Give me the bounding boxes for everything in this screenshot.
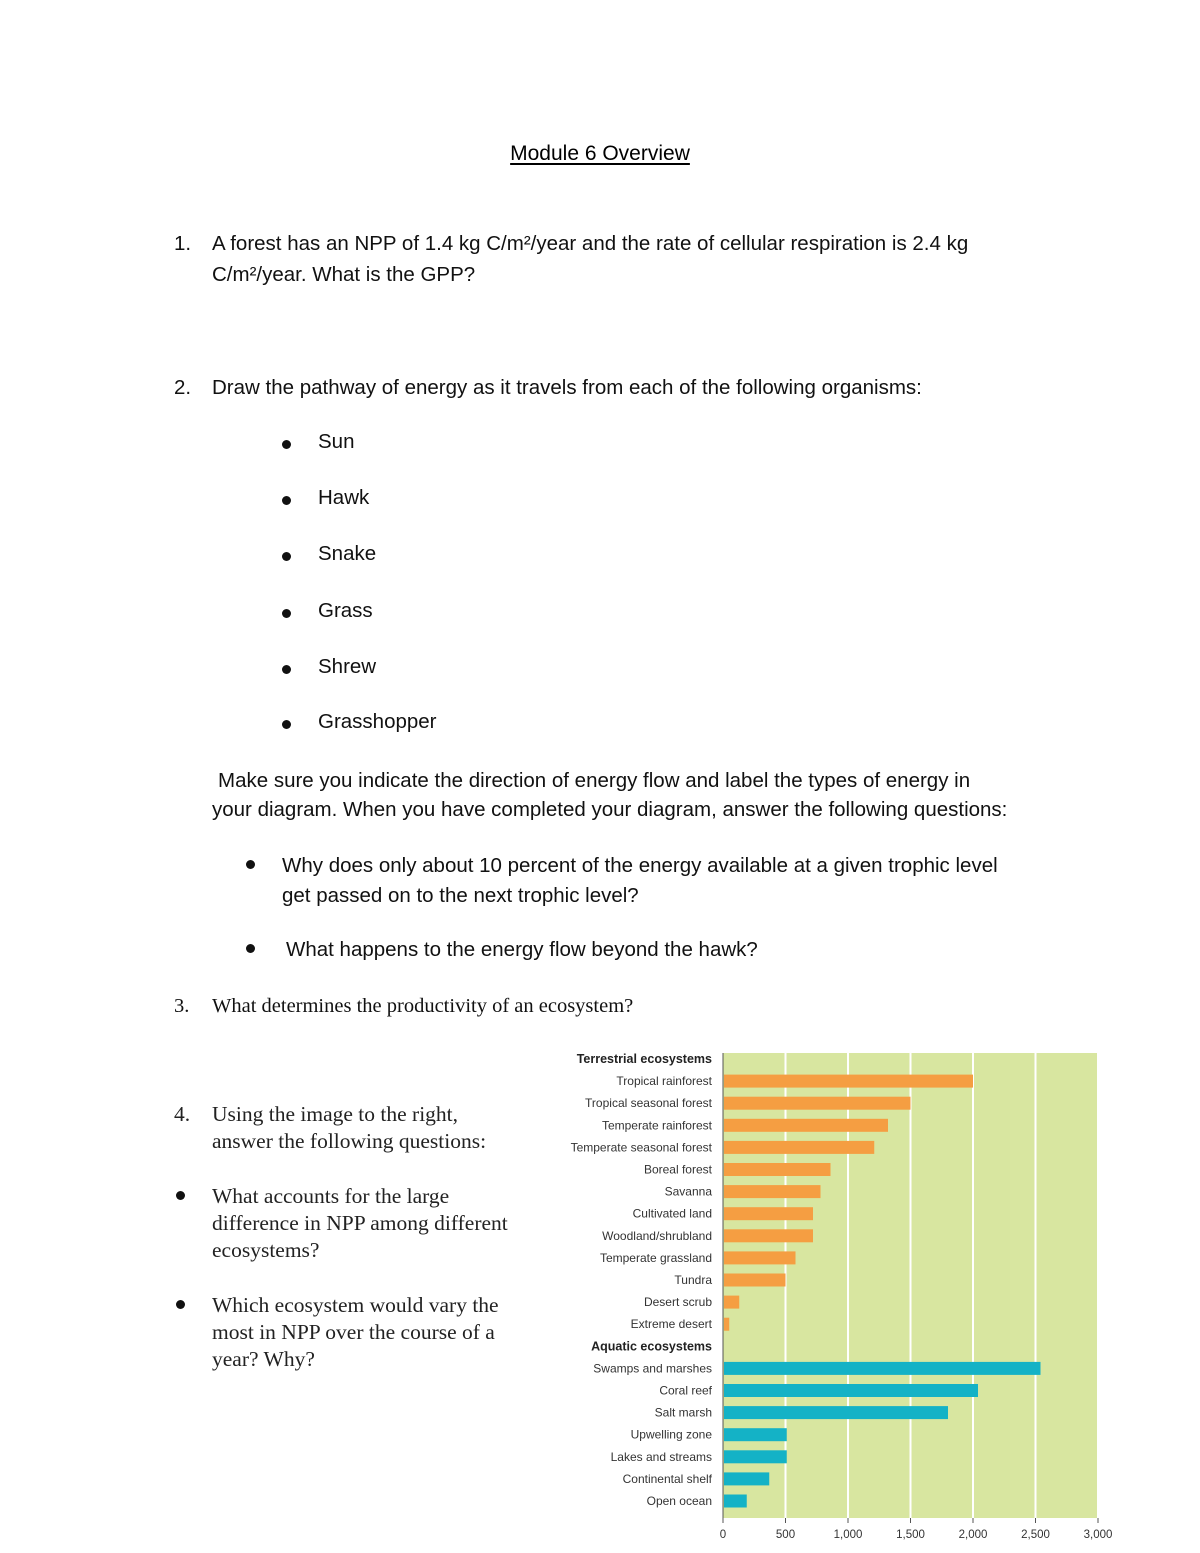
category-label: Savanna (664, 1184, 712, 1199)
organism-label: Sun (318, 430, 355, 453)
question-3-text: What determines the productivity of an ecosystem? (212, 995, 634, 1017)
sub-question-text: What happens to the energy flow beyond the hawk? (286, 938, 758, 961)
bullet-icon (282, 720, 291, 729)
bar (724, 1185, 821, 1198)
question-3 (174, 992, 874, 1024)
instruction-paragraph (212, 766, 1142, 828)
bar (724, 1362, 1041, 1375)
bar (724, 1163, 831, 1176)
question-4-number: 4. (174, 1102, 191, 1126)
bar (724, 1318, 729, 1331)
category-label: Swamps and marshes (593, 1361, 712, 1376)
page-title (0, 142, 1200, 166)
category-label: Desert scrub (643, 1295, 712, 1310)
category-label: Cultivated land (632, 1206, 712, 1221)
question-2-text: Draw the pathway of energy as it travels from each of the following organisms: (212, 376, 922, 399)
bar (724, 1495, 747, 1508)
question-1-line-2: C/m²/year. What is the GPP? (212, 263, 476, 286)
bar (724, 1450, 787, 1463)
sub-question (246, 935, 1146, 967)
category-label: Extreme desert (630, 1317, 712, 1332)
sub-question-line-2: get passed on to the next trophic level? (282, 884, 639, 907)
bullet-icon (282, 665, 291, 674)
x-tick-label: 0 (719, 1529, 727, 1541)
bar (724, 1207, 813, 1220)
sub-question (174, 1183, 554, 1269)
bar (724, 1296, 739, 1309)
bullet-icon (246, 860, 255, 869)
sub-question-line-3: year? Why? (212, 1347, 315, 1371)
sub-question-line-3: ecosystems? (212, 1238, 320, 1262)
x-tick-label: 1,000 (833, 1529, 863, 1541)
bar (724, 1141, 874, 1154)
category-label: Woodland/shrubland (602, 1228, 712, 1243)
npp-bar-chart (555, 1045, 1125, 1553)
category-label: Temperate grassland (599, 1250, 712, 1265)
sub-question-line-1: Why does only about 10 percent of the energy available at a given trophic level (282, 854, 998, 877)
bar (724, 1119, 888, 1132)
category-label: Tropical seasonal forest (585, 1096, 712, 1111)
sub-question-line-1: What accounts for the large (212, 1184, 450, 1208)
question-1-number: 1. (174, 232, 192, 255)
organism-item (282, 486, 582, 516)
category-label: Tundra (674, 1273, 712, 1287)
bar (724, 1406, 948, 1419)
bar (724, 1274, 786, 1287)
bullet-icon (282, 552, 291, 561)
group-heading: Terrestrial ecosystems (576, 1052, 712, 1066)
bar (724, 1472, 769, 1485)
category-label: Salt marsh (654, 1405, 712, 1420)
category-label: Open ocean (646, 1494, 712, 1508)
organism-label: Shrew (318, 655, 377, 678)
group-heading: Aquatic ecosystems (591, 1339, 712, 1354)
sub-question-line-1: Which ecosystem would vary the (212, 1293, 499, 1317)
question-4-line-2: answer the following questions: (212, 1129, 487, 1153)
question-2 (174, 373, 1134, 405)
bar (724, 1428, 787, 1441)
bar (724, 1075, 973, 1088)
category-label: Upwelling zone (630, 1427, 712, 1442)
x-tick-label: 3,000 (1083, 1529, 1113, 1541)
category-label: Boreal forest (643, 1162, 712, 1177)
organism-item (282, 710, 582, 740)
bar (724, 1251, 796, 1264)
organism-item (282, 655, 582, 685)
organism-label: Snake (318, 542, 377, 565)
organism-item (282, 542, 582, 572)
category-label: Temperate rainforest (601, 1118, 712, 1133)
bullet-icon (282, 440, 291, 449)
organism-label: Hawk (318, 486, 370, 509)
sub-question-line-2: difference in NPP among different (212, 1211, 508, 1235)
sub-question-line-2: most in NPP over the course of a (212, 1320, 495, 1344)
question-1 (174, 229, 1134, 291)
x-tick-label: 2,500 (1021, 1529, 1050, 1541)
x-tick-label: 1,500 (896, 1529, 925, 1541)
question-1-line-1: A forest has an NPP of 1.4 kg C/m²/year and the rate of cellular respiration is 2.4 kg (212, 232, 969, 255)
category-label: Coral reef (659, 1383, 712, 1398)
category-label: Continental shelf (622, 1471, 712, 1486)
bar (724, 1229, 813, 1242)
sub-question (174, 1292, 554, 1378)
question-4 (174, 1101, 554, 1161)
question-2-number: 2. (174, 376, 192, 399)
bullet-icon (282, 496, 291, 505)
organism-item (282, 430, 582, 460)
organism-label: Grass (318, 599, 373, 622)
bullet-icon (176, 1191, 185, 1200)
x-tick-label: 2,000 (958, 1529, 988, 1541)
organism-item (282, 599, 582, 629)
question-4-line-1: Using the image to the right, (212, 1102, 459, 1126)
instruction-line-2: your diagram. When you have completed your diagram, answer the following questions: (212, 798, 1008, 821)
x-tick-label: 500 (775, 1529, 796, 1541)
organism-label: Grasshopper (318, 710, 437, 733)
bullet-icon (246, 944, 255, 953)
sub-question (246, 851, 1146, 913)
bar (724, 1097, 911, 1110)
bar (724, 1384, 978, 1397)
title-text: Module 6 Overview (510, 142, 690, 165)
category-label: Lakes and streams (610, 1449, 712, 1464)
category-label: Tropical rainforest (616, 1074, 712, 1089)
instruction-line-1: Make sure you indicate the direction of energy flow and label the types of energy in (218, 769, 971, 792)
category-label: Temperate seasonal forest (570, 1140, 712, 1155)
bullet-icon (282, 609, 291, 618)
question-3-number: 3. (174, 995, 190, 1017)
bullet-icon (176, 1300, 185, 1309)
